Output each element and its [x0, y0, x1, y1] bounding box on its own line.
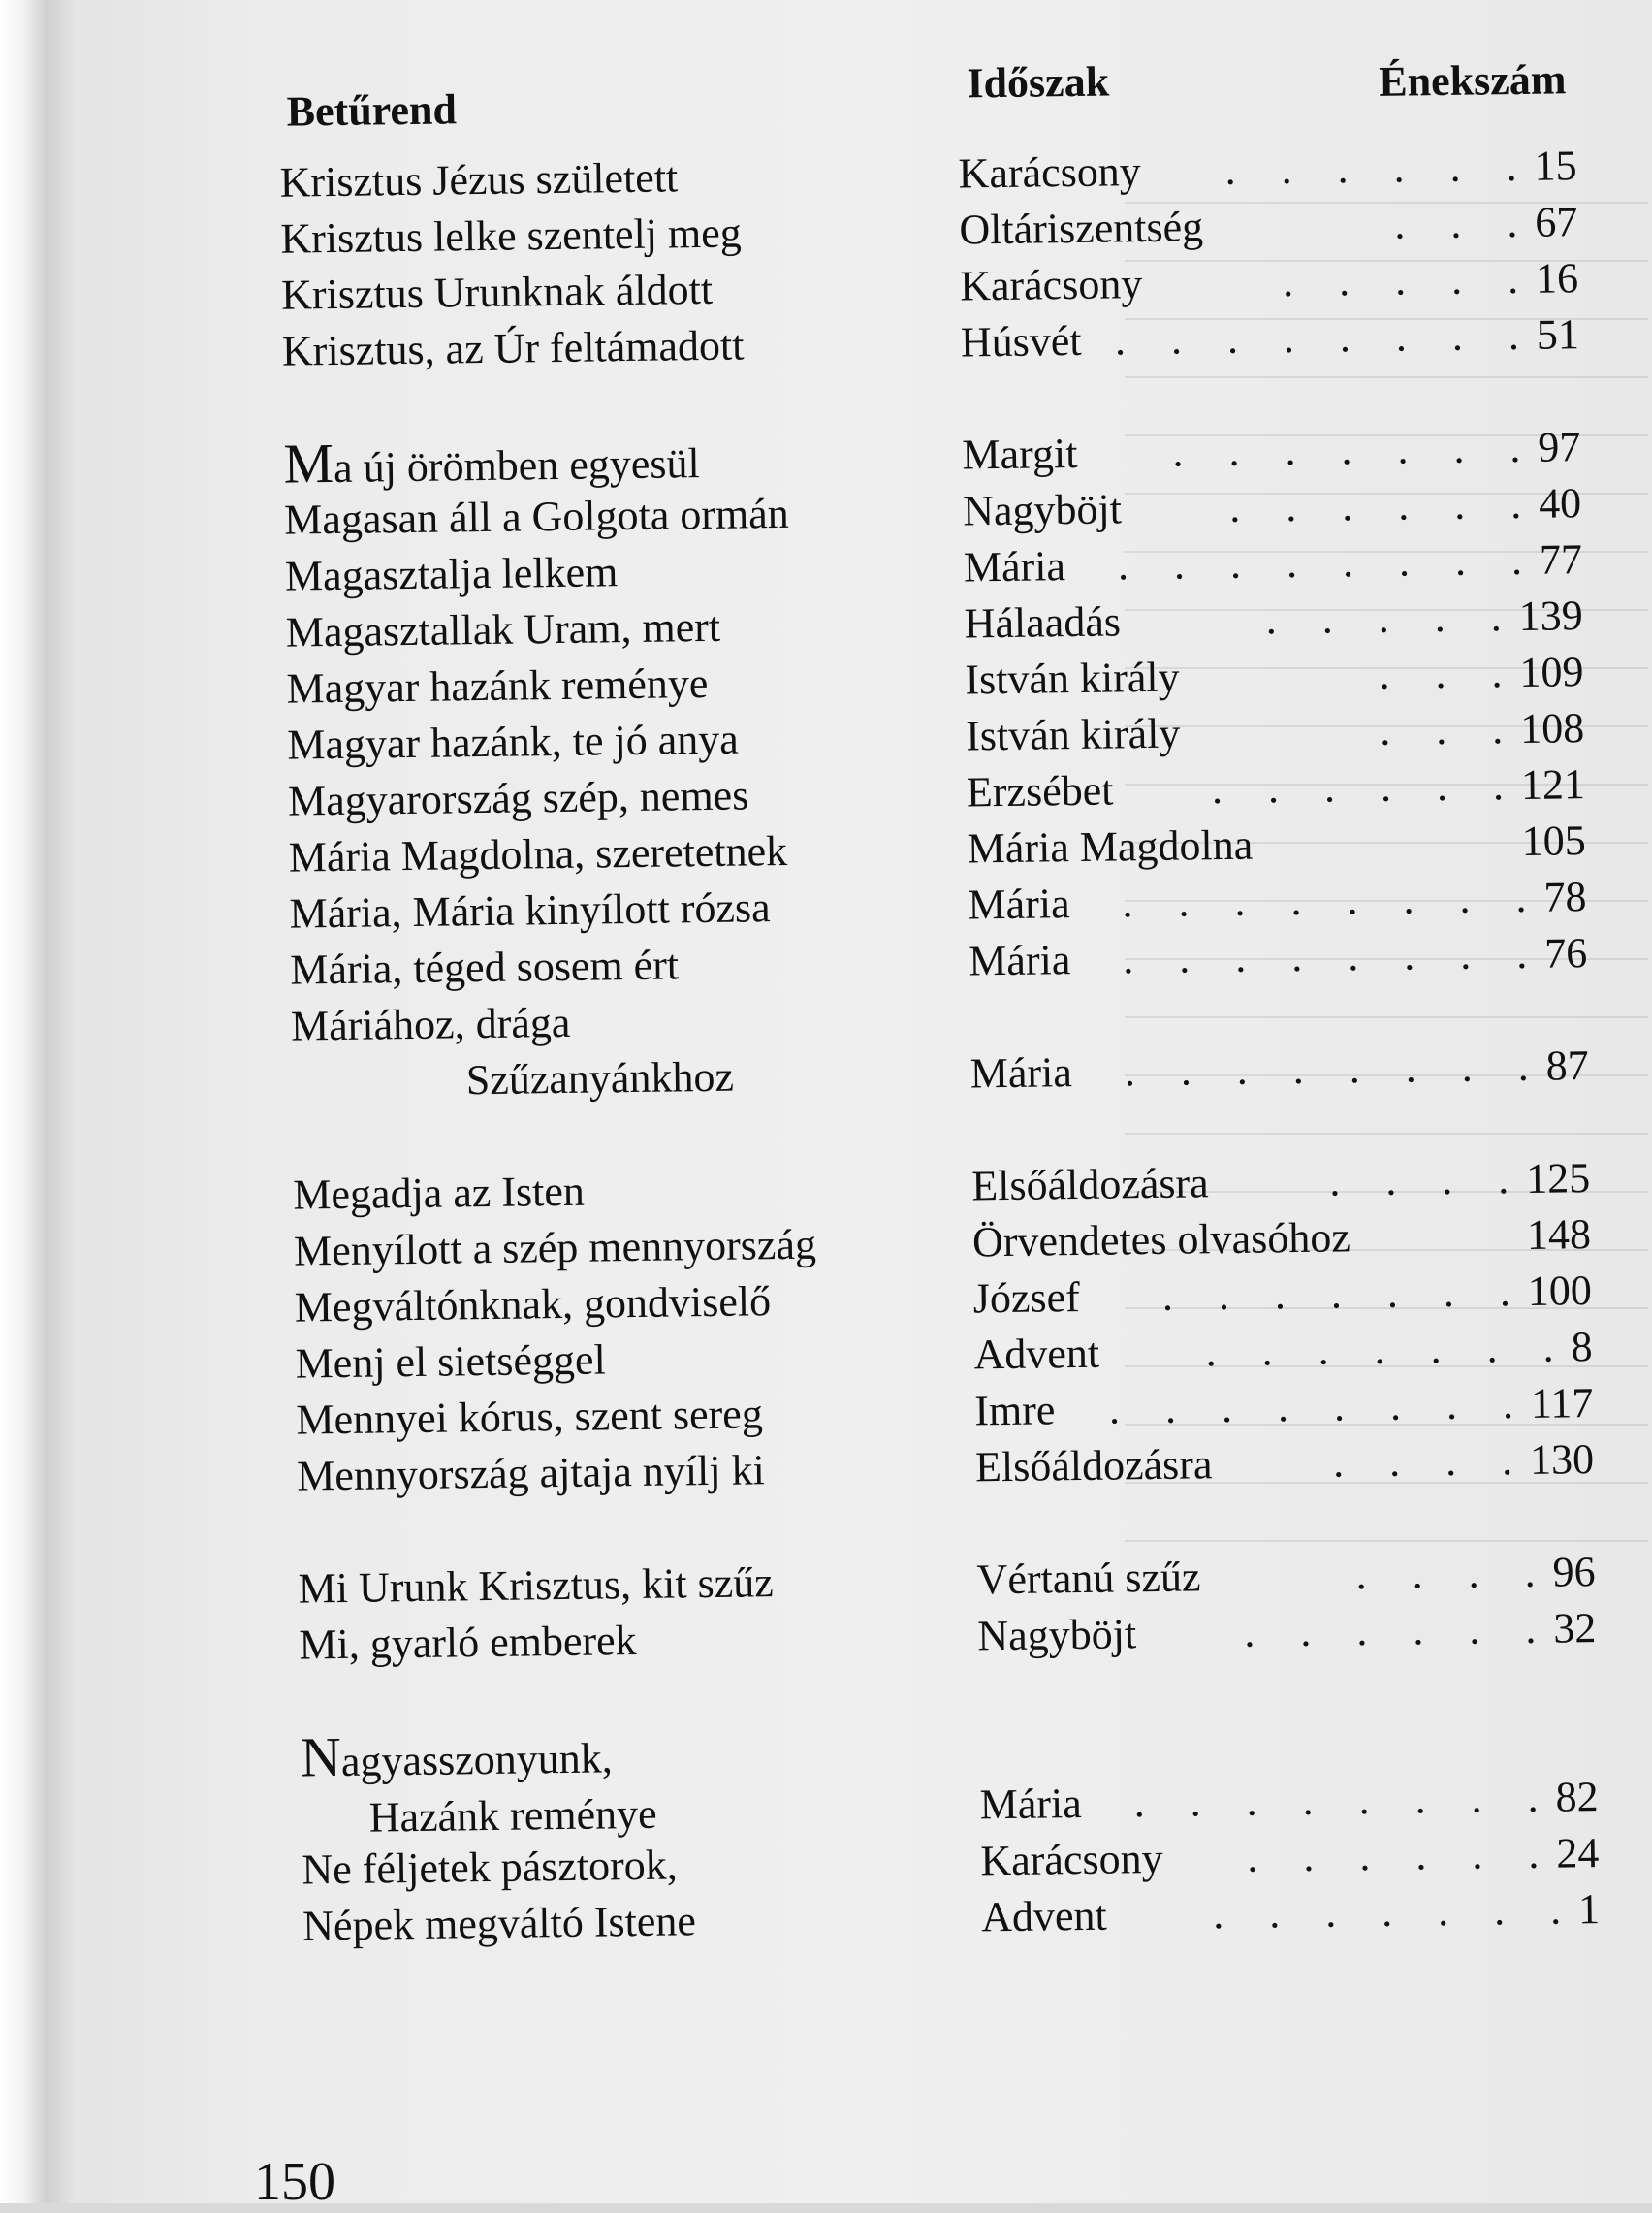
dot-leader: . . . . . . . .: [1124, 1042, 1547, 1096]
dot-leader: . . . . .: [1282, 254, 1537, 306]
hymn-title-text: Magyarország szép, nemes: [287, 771, 749, 825]
period-name: Mária: [968, 880, 1070, 929]
period-cell: [962, 419, 1581, 483]
hymn-title: [294, 1217, 817, 1280]
hymn-title: [285, 544, 619, 604]
page-number: 150: [254, 2152, 335, 2212]
period-cell: [969, 925, 1588, 989]
dot-leader: . . . . . . . .: [1114, 310, 1538, 365]
dot-leader: . . . . . . .: [1205, 1323, 1572, 1376]
dot-leader: . . . . . . .: [1172, 423, 1539, 476]
hymn-number: 78: [1543, 873, 1587, 921]
hymn-number: 139: [1518, 592, 1583, 641]
dot-leader: . . . .: [1328, 1154, 1527, 1205]
index-sections: [258, 138, 1600, 1955]
dot-leader: . . . . . .: [1247, 1829, 1557, 1881]
hymn-title: [293, 1164, 585, 1224]
period-name: Hálaadás: [964, 597, 1122, 648]
period-cell: [959, 194, 1578, 258]
period-cell: [971, 1150, 1591, 1214]
hymn-number: 87: [1545, 1042, 1590, 1090]
period-name: Karácsony: [959, 260, 1143, 310]
hymn-title: [284, 486, 789, 549]
hymn-title: [298, 1555, 774, 1617]
hymn-title: [285, 599, 720, 661]
period-name: Mária: [963, 542, 1066, 592]
hymn-title-text: Mi, gyarló emberek: [299, 1617, 637, 1669]
hymn-number: 67: [1535, 198, 1578, 246]
hymn-number: 24: [1556, 1829, 1600, 1877]
hymn-title: [289, 880, 771, 942]
hymn-number: 108: [1519, 704, 1585, 753]
hymn-title-text: Mária, Mária kinyílott rózsa: [289, 883, 771, 938]
hymn-number: 32: [1552, 1604, 1597, 1652]
period-cell: [977, 1600, 1597, 1664]
period-cell: [964, 531, 1583, 595]
hymn-title-text: Mária Magdolna, szeretetnek: [288, 826, 788, 882]
hymn-title-text: Mi Urunk Krisztus, kit szűz: [298, 1558, 775, 1613]
hymn-title: [297, 1442, 765, 1504]
hymn-title: [294, 1273, 771, 1335]
hymn-title: [302, 1837, 678, 1898]
hymn-title-text: Megadja az Isten: [293, 1167, 586, 1219]
period-name: Advent: [980, 1891, 1107, 1941]
period-cell: [960, 250, 1579, 314]
dot-leader: . . .: [1394, 198, 1536, 248]
period-cell: [973, 1319, 1593, 1383]
hymn-title: [291, 993, 735, 1111]
dot-leader: . . .: [1379, 705, 1521, 754]
initial-capital: N: [300, 1725, 342, 1789]
period-cell: [967, 756, 1586, 820]
hymn-title: [288, 823, 787, 886]
period-name: József: [972, 1273, 1081, 1323]
period-name: Imre: [974, 1386, 1056, 1435]
hymn-number: 148: [1526, 1210, 1592, 1259]
hymn-number: 109: [1519, 648, 1584, 697]
period-cell: [974, 1375, 1594, 1439]
book-spine: [0, 0, 78, 2203]
dot-leader: . . . .: [1355, 1548, 1553, 1599]
period-name: Karácsony: [958, 147, 1142, 198]
hymn-number: 15: [1534, 142, 1577, 190]
period-cell: [979, 1769, 1599, 1833]
period-name: Elsőáldozásra: [970, 1159, 1209, 1210]
index-section: [276, 1544, 1596, 1674]
dot-leader: . . . . . . . .: [1108, 1379, 1532, 1433]
index-row: [279, 1713, 1599, 1843]
period-cell: [980, 1825, 1600, 1889]
hymn-title: [279, 149, 678, 210]
period-name: István király: [965, 709, 1181, 760]
period-cell: [963, 475, 1582, 539]
index-table: [257, 41, 1601, 2011]
hymn-number: 105: [1521, 817, 1586, 865]
hymn-title: [290, 937, 679, 998]
period-cell: [965, 644, 1584, 708]
hymn-title: [296, 1386, 763, 1448]
hymn-title-text: a új örömben egyesül: [333, 439, 700, 492]
period-name: Mária Magdolna: [967, 820, 1254, 873]
hymn-title-text: Mennyei kórus, szent sereg: [296, 1390, 764, 1444]
period-name: Advent: [973, 1329, 1100, 1379]
hymn-title-text: Magyar hazánk reménye: [286, 658, 709, 713]
period-cell: [968, 869, 1587, 933]
period-name: Húsvét: [960, 316, 1082, 367]
hymn-title-text: Menj el sietséggel: [295, 1335, 607, 1388]
hymn-title: [287, 712, 739, 774]
header-number: Énekszám: [1378, 55, 1567, 106]
hymn-number: 82: [1555, 1773, 1599, 1821]
hymn-title-text: Mennyország ajtaja nyílj ki: [296, 1446, 766, 1500]
period-cell: [972, 1263, 1592, 1327]
index-section: [271, 1150, 1594, 1505]
hymn-title: [286, 656, 709, 718]
period-name: Mária: [979, 1780, 1083, 1829]
index-section: [258, 138, 1579, 380]
hymn-title: [281, 262, 714, 324]
dot-leader: . . . . . . .: [1161, 1267, 1529, 1320]
hymn-title: [288, 767, 749, 829]
period-cell: [969, 1038, 1589, 1102]
dot-leader: . . . . . .: [1244, 1604, 1554, 1656]
hymn-number: 96: [1552, 1548, 1596, 1596]
period-cell: [981, 1881, 1601, 1945]
hymn-title-text: Krisztus lelke szentelj meg: [280, 208, 743, 263]
dot-leader: . . . . . . . .: [1133, 1773, 1556, 1827]
dot-leader: [1350, 1249, 1527, 1251]
period-name: Oltáriszentség: [959, 203, 1204, 254]
period-name: Nagyböjt: [962, 485, 1123, 535]
hymn-number: 1: [1577, 1885, 1601, 1934]
dot-leader: . . . . . .: [1224, 142, 1535, 194]
hymn-number: 76: [1543, 929, 1588, 978]
dot-leader: . . . . . .: [1211, 760, 1522, 814]
period-name: Örvendetes olvasóhoz: [971, 1213, 1351, 1267]
period-cell: [966, 700, 1585, 764]
hymn-title-text: Ne féljetek pásztorok,: [302, 1841, 679, 1894]
hymn-number: 125: [1525, 1154, 1591, 1203]
table-header: [257, 41, 1576, 155]
hymn-title-continuation: Szűzanyánkhoz: [465, 1052, 735, 1105]
dot-leader: . . . . .: [1265, 593, 1519, 644]
dot-leader: . . . . . . . .: [1122, 873, 1544, 927]
dot-leader: . . . . . .: [1228, 479, 1540, 531]
hymn-title-text: Megváltónknak, gondviselő: [294, 1277, 772, 1331]
hymn-title-text: Krisztus Jézus született: [279, 153, 679, 207]
period-cell: [976, 1544, 1596, 1608]
period-cell: [964, 588, 1583, 652]
period-name: Erzsébet: [966, 766, 1114, 817]
hymn-title: [280, 205, 742, 267]
dot-leader: . . . .: [1332, 1435, 1531, 1487]
period-cell: [961, 306, 1580, 370]
index-section: [279, 1713, 1601, 1955]
period-cell: [967, 813, 1586, 877]
header-title: Betűrend: [286, 85, 458, 136]
hymn-title-text: Népek megváltó Istene: [302, 1897, 697, 1950]
index-row: [270, 981, 1589, 1111]
period-name: Vértanú szűz: [976, 1553, 1201, 1604]
hymn-title-text: Mária, téged sosem ért: [289, 941, 680, 994]
hymn-title: [295, 1331, 606, 1392]
hymn-number: 130: [1529, 1435, 1595, 1484]
dot-leader: . . . . . . . .: [1117, 535, 1541, 590]
index-section: [262, 419, 1589, 1111]
hymn-number: 117: [1530, 1379, 1594, 1427]
header-period: Időszak: [967, 57, 1110, 108]
period-name: István király: [965, 653, 1180, 704]
hymn-number: 16: [1535, 254, 1579, 303]
hymn-title: [282, 317, 745, 379]
hymn-title-text: agyasszonyunk,: [340, 1734, 614, 1786]
hymn-number: 77: [1539, 535, 1583, 584]
period-name: Karácsony: [980, 1834, 1163, 1885]
period-cell: [972, 1206, 1592, 1270]
hymn-title-text: Krisztus Urunknak áldott: [280, 265, 714, 319]
period-name: Mária: [968, 936, 1071, 985]
hymn-title-text: Magasztalja lelkem: [284, 548, 619, 600]
hymn-title: [302, 1893, 696, 1954]
hymn-number: 100: [1527, 1267, 1593, 1315]
hymn-title: [301, 1725, 657, 1847]
hymn-title: [299, 1613, 637, 1674]
dot-leader: [1253, 855, 1522, 859]
hymn-title-text: Magyar hazánk, te jó anya: [286, 715, 740, 769]
period-cell: [975, 1431, 1595, 1495]
period-name: Nagyböjt: [977, 1610, 1137, 1660]
initial-capital: M: [283, 432, 334, 496]
hymn-number: 121: [1520, 760, 1586, 809]
hymn-title-continuation: Hazánk reménye: [368, 1789, 657, 1842]
hymn-title-text: Krisztus, az Úr feltámadott: [281, 321, 745, 375]
hymn-number: 97: [1538, 423, 1581, 471]
period-name: Elsőáldozásra: [974, 1440, 1213, 1491]
hymn-title-text: Magasztallak Uram, mert: [285, 602, 721, 657]
period-name: Mária: [969, 1048, 1073, 1098]
dot-leader: . . . . . . . .: [1122, 929, 1545, 983]
hymn-title-text: Magasan áll a Golgota ormán: [283, 489, 790, 544]
dot-leader: . . .: [1379, 649, 1520, 698]
period-cell: [958, 138, 1577, 202]
hymn-number: 40: [1538, 479, 1582, 528]
hymn-title-text: Menyílott a szép mennyország: [293, 1220, 817, 1275]
hymn-title-text: Máriához, drága: [290, 998, 571, 1050]
hymn-number: 51: [1536, 310, 1580, 359]
dot-leader: . . . . . . .: [1212, 1885, 1579, 1939]
period-name: Margit: [962, 429, 1078, 479]
hymn-number: 8: [1571, 1323, 1593, 1371]
